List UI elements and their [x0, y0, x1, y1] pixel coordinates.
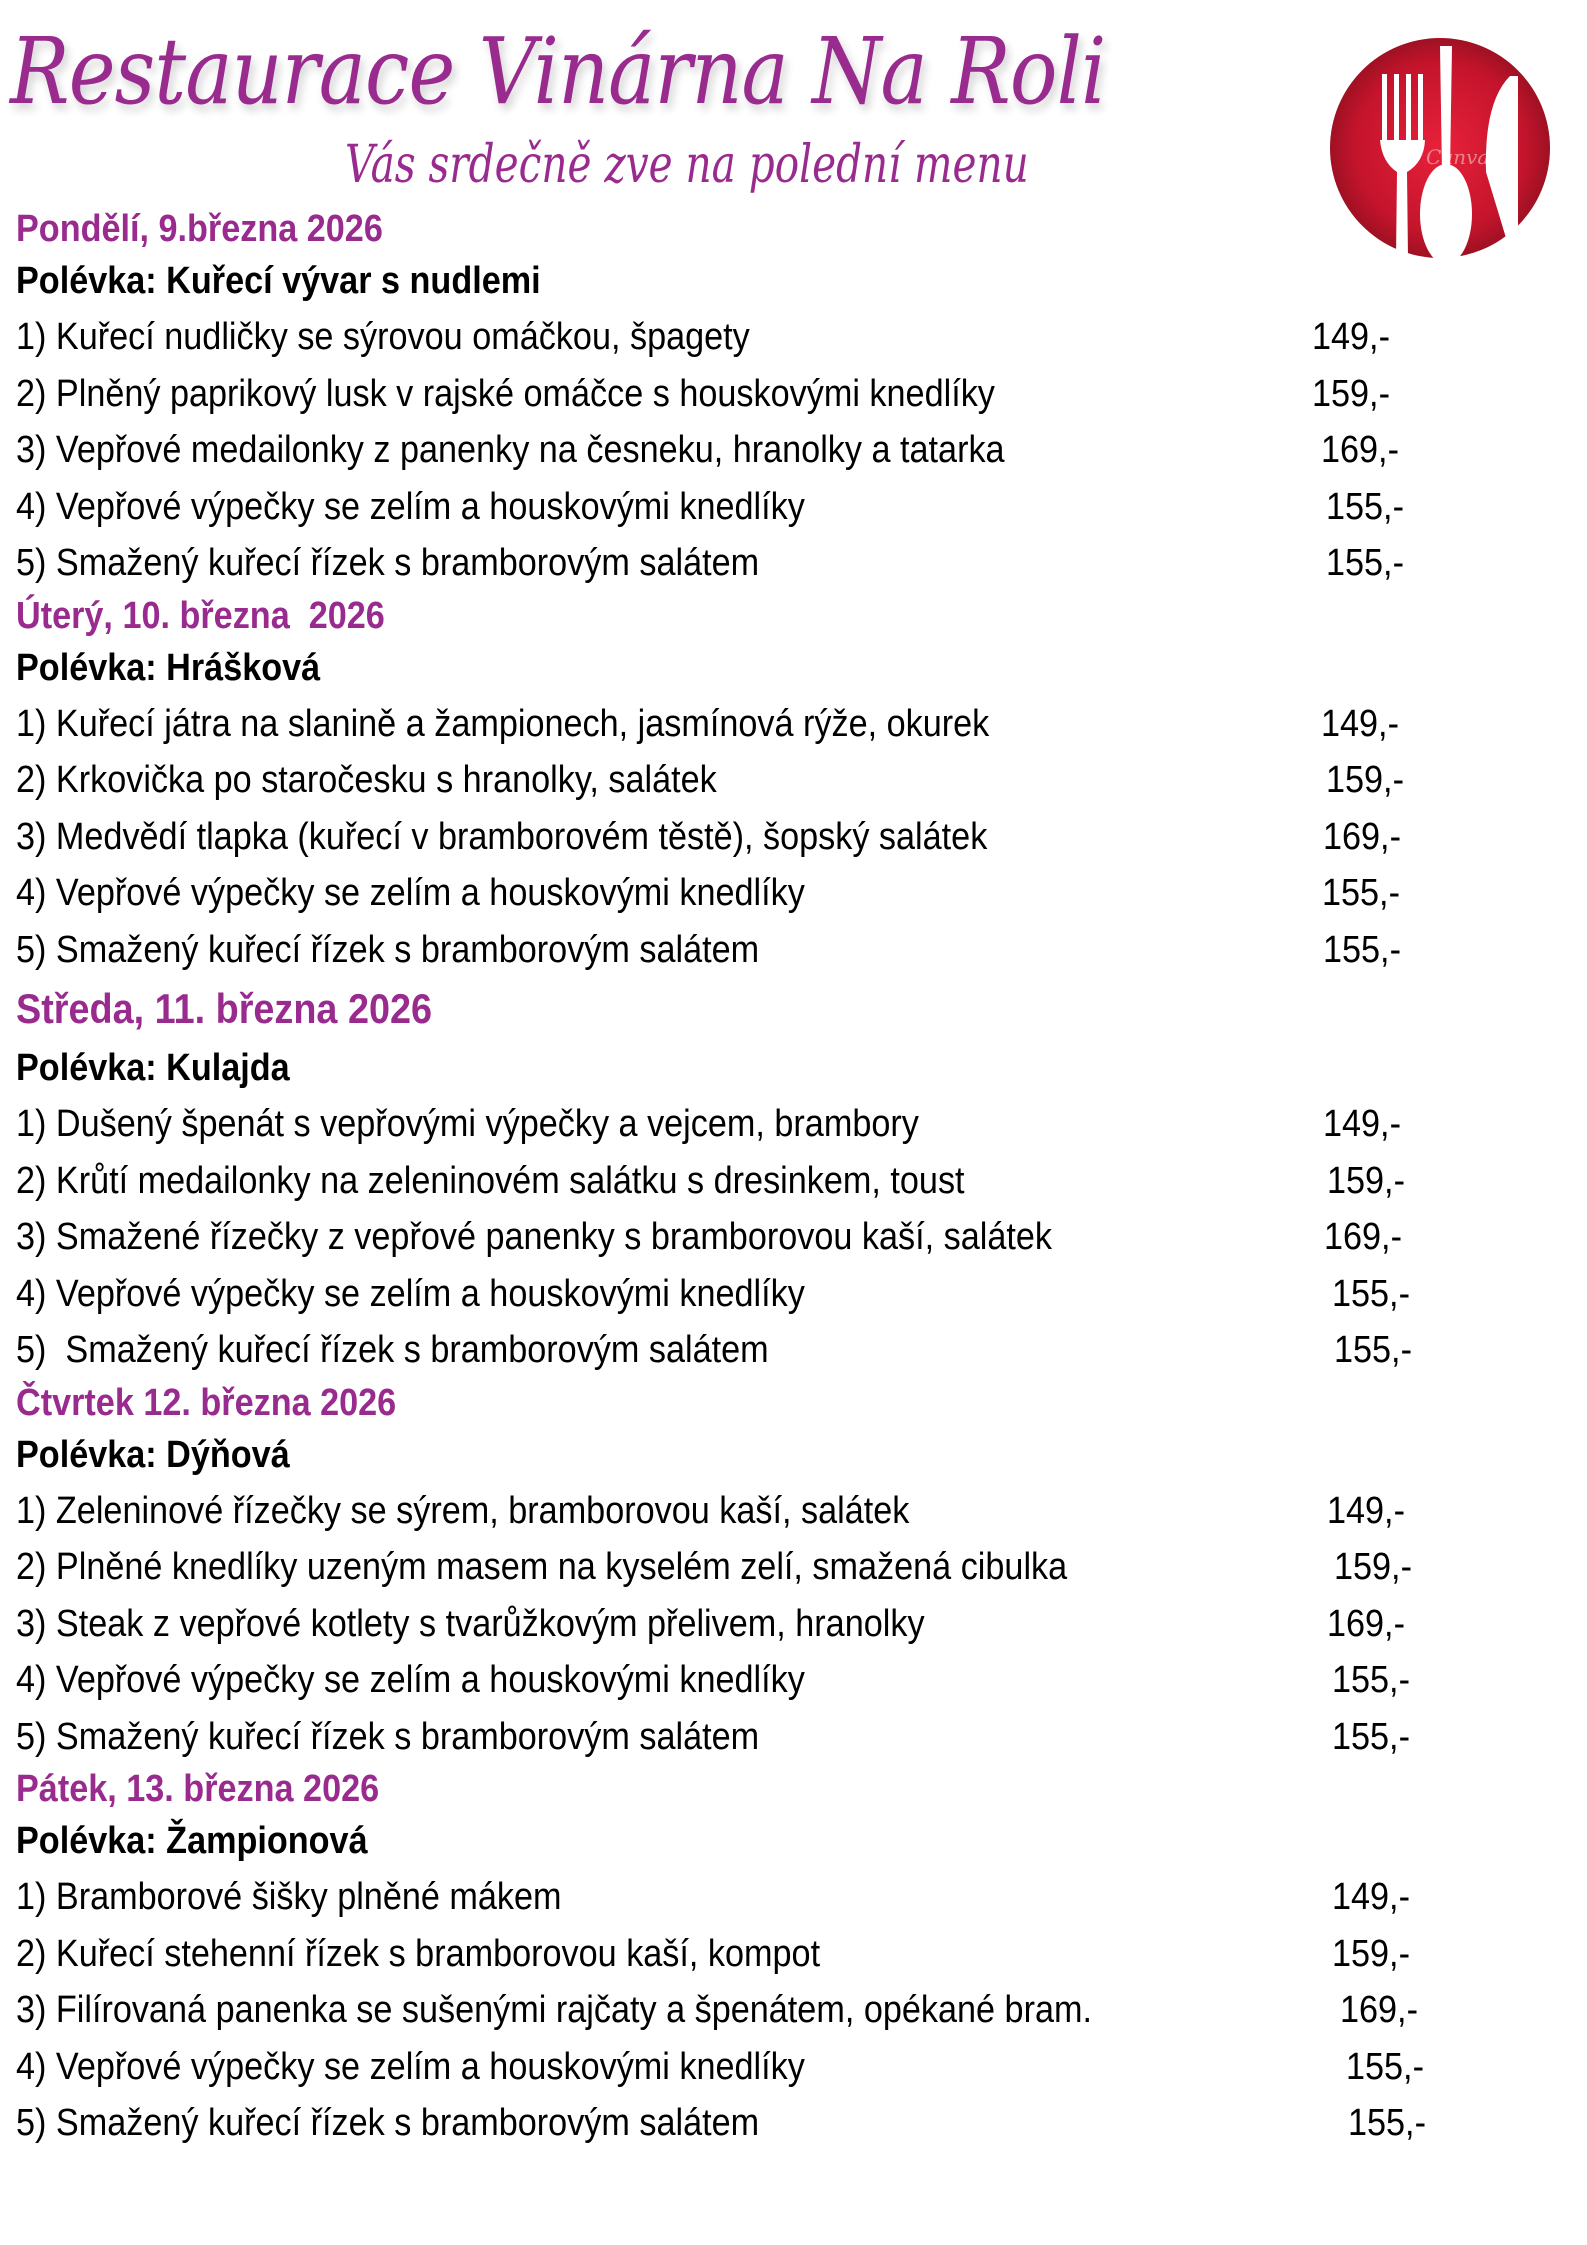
menu-item-price: 169,-: [1323, 815, 1401, 858]
menu-item-price: 155,-: [1348, 2102, 1426, 2144]
menu-item-name: 2) Krůtí medailonky na zeleninovém salátku s dresinkem, toust: [16, 1159, 965, 1202]
menu-item: [16, 696, 1476, 753]
menu-item-name: 4) Vepřové výpečky se zelím a houskovými knedlíky: [16, 2045, 805, 2088]
menu-item-name: 5) Smažený kuřecí řízek s bramborovým salátem: [16, 2102, 760, 2144]
menu-item-name: 1) Kuřecí játra na slanině a žampionech, jasmínová rýže, okurek: [16, 702, 990, 745]
soup-of-day: Polévka: Kuřecí vývar s nudlemi: [16, 260, 541, 302]
day-heading: Pátek, 13. března 2026: [16, 1768, 380, 1810]
menu-item-price: 155,-: [1332, 1659, 1410, 1701]
menu-item: [16, 1539, 1476, 1596]
menu-item-price: 149,-: [1321, 702, 1399, 745]
menu-item: [16, 366, 1476, 423]
menu-item-price: 155,-: [1346, 2045, 1424, 2088]
menu-item-name: 1) Bramborové šišky plněné mákem: [16, 1876, 562, 1918]
day-section: [16, 592, 1476, 979]
menu-item-price: 155,-: [1326, 485, 1404, 528]
menu-item-name: 2) Plněný paprikový lusk v rajské omáčce s houskovými knedlíky: [16, 372, 995, 415]
day-heading: Středa, 11. března 2026: [16, 985, 433, 1032]
day-section: [16, 1379, 1476, 1766]
menu-item: [16, 1652, 1476, 1709]
menu-item-name: 3) Vepřové medailonky z panenky na česneku, hranolky a tatarka: [16, 429, 1005, 471]
menu-item-price: 159,-: [1312, 372, 1390, 415]
logo-watermark: Canva: [1426, 145, 1490, 169]
menu-item-name: 1) Dušený špenát s vepřovými výpečky a vejcem, brambory: [16, 1103, 919, 1145]
menu-item: [16, 1209, 1476, 1266]
menu-item-name: 3) Filírovaná panenka se sušenými rajčaty a špenátem, opékané bram.: [16, 1989, 1092, 2031]
menu-item: [16, 1096, 1476, 1153]
soup-of-day: Polévka: Dýňová: [16, 1433, 290, 1476]
menu-item: [16, 1483, 1476, 1540]
menu-item-name: 2) Plněné knedlíky uzeným masem na kyselém zelí, smažená cibulka: [16, 1546, 1068, 1588]
menu-item: [16, 1322, 1476, 1379]
menu-item-price: 149,-: [1327, 1489, 1405, 1532]
menu-item-price: 155,-: [1326, 542, 1404, 584]
menu-item: [16, 422, 1476, 479]
menu-item: [16, 2039, 1476, 2096]
menu-item-name: 5) Smažený kuřecí řízek s bramborovým salátem: [16, 928, 760, 971]
menu-item-name: 3) Smažené řízečky z vepřové panenky s bramborovou kaší, salátek: [16, 1216, 1052, 1258]
soup-of-day: Polévka: Hrášková: [16, 646, 321, 689]
menu-subtitle: Vás srdečně zve na polední menu: [345, 135, 1029, 195]
menu-item-price: 155,-: [1332, 1272, 1410, 1315]
day-heading: Pondělí, 9.března 2026: [16, 208, 383, 250]
day-heading: Čtvrtek 12. března 2026: [16, 1381, 397, 1424]
menu-item-name: 2) Kuřecí stehenní řízek s bramborovou kaší, kompot: [16, 1932, 821, 1975]
menu-item-price: 159,-: [1332, 1932, 1410, 1975]
soup-of-day: Polévka: Kulajda: [16, 1047, 290, 1089]
menu-item: [16, 535, 1476, 592]
soup-of-day: Polévka: Žampionová: [16, 1820, 368, 1862]
menu-item: [16, 309, 1476, 366]
menu-item: [16, 752, 1476, 809]
day-section: [16, 1765, 1476, 2152]
menu-item-name: 5) Smažený kuřecí řízek s bramborovým salátem: [16, 1329, 769, 1371]
menu-item-price: 149,-: [1323, 1103, 1401, 1145]
menu-item-name: 3) Medvědí tlapka (kuřecí v bramborovém těstě), šopský salátek: [16, 815, 988, 858]
menu-item-price: 159,-: [1326, 759, 1404, 801]
menu-item-price: 159,-: [1327, 1159, 1405, 1202]
menu-item-price: 149,-: [1312, 316, 1390, 358]
menu-item-name: 1) Kuřecí nudličky se sýrovou omáčkou, špagety: [16, 316, 750, 358]
menu-item-name: 2) Krkovička po staročesku s hranolky, salátek: [16, 759, 717, 801]
menu-item-price: 169,-: [1324, 1216, 1402, 1258]
menu-item: [16, 1596, 1476, 1653]
day-heading: Úterý, 10. března 2026: [16, 594, 385, 637]
menu-item: [16, 922, 1476, 979]
menu-item-price: 155,-: [1323, 928, 1401, 971]
menu-item-price: 149,-: [1332, 1876, 1410, 1918]
menu-item: [16, 479, 1476, 536]
menu-item: [16, 1982, 1476, 2039]
weekly-menu: [16, 205, 1476, 2152]
menu-item: [16, 2095, 1476, 2152]
menu-item-name: 3) Steak z vepřové kotlety s tvarůžkovým přelivem, hranolky: [16, 1602, 925, 1645]
menu-item: [16, 809, 1476, 866]
menu-item-price: 155,-: [1334, 1329, 1412, 1371]
menu-item-name: 4) Vepřové výpečky se zelím a houskovými knedlíky: [16, 872, 805, 914]
menu-item-name: 4) Vepřové výpečky se zelím a houskovými knedlíky: [16, 1272, 805, 1315]
menu-item-name: 4) Vepřové výpečky se zelím a houskovými knedlíky: [16, 485, 805, 528]
menu-item-price: 169,-: [1340, 1989, 1418, 2031]
menu-item-price: 155,-: [1332, 1715, 1410, 1758]
menu-item-price: 169,-: [1327, 1602, 1405, 1645]
menu-item-name: 5) Smažený kuřecí řízek s bramborovým salátem: [16, 542, 760, 584]
day-section: [16, 978, 1476, 1379]
menu-item: [16, 1153, 1476, 1210]
menu-item: [16, 1869, 1476, 1926]
restaurant-title: Restaurace Vinárna Na Roli: [10, 18, 1106, 125]
menu-item-name: 5) Smažený kuřecí řízek s bramborovým salátem: [16, 1715, 760, 1758]
menu-item: [16, 1266, 1476, 1323]
menu-item: [16, 1926, 1476, 1983]
menu-item: [16, 865, 1476, 922]
menu-item: [16, 1709, 1476, 1766]
menu-item-name: 1) Zeleninové řízečky se sýrem, bramborovou kaší, salátek: [16, 1489, 910, 1532]
menu-item-price: 155,-: [1322, 872, 1400, 914]
menu-item-price: 169,-: [1321, 429, 1399, 471]
day-section: [16, 205, 1476, 592]
menu-item-price: 159,-: [1334, 1546, 1412, 1588]
menu-item-name: 4) Vepřové výpečky se zelím a houskovými knedlíky: [16, 1659, 805, 1701]
